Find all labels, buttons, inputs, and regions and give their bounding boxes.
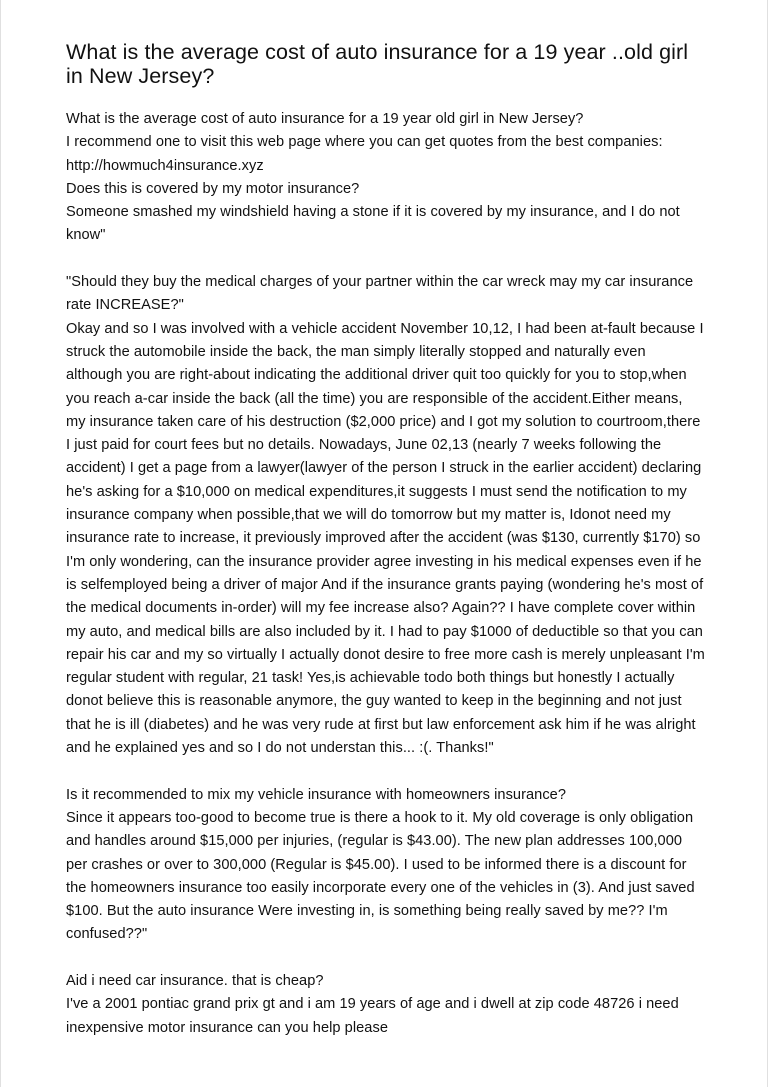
section3-heading: Is it recommended to mix my vehicle insurance with homeowners insurance? <box>66 786 567 803</box>
section3-body: Since it appears too-good to become true is there a hook to it. My old coverage is only obligation and handles around $15,000 per injuries, (regular is $43.00). The new plan addresses 100,000 per crashes or over to 300,000 (Regular is $45.00). I used to be informed there is a discount for the homeowners insurance too easily incorporate every one of the vehicles in (3). And just saved $100. But the auto insurance Were investing in, is something being really saved by me?? I'm confused??" <box>66 809 695 943</box>
section1-body: Someone smashed my windshield having a stone if it is covered by my insurance, and I do not know" <box>66 204 680 244</box>
document-content <box>66 40 706 1040</box>
section1-question2: Does this is covered by my motor insurance? <box>66 180 360 197</box>
paragraph-spacer <box>66 947 706 970</box>
section2-body: Okay and so I was involved with a vehicle accident November 10,12, I had been at-fault because I struck the automobile inside the back, the man simply literally stopped and naturally even although you are right-about indicating the additional driver quit too quickly for you to stop,when you reach a-car inside the back (all the time) you are responsible of the accident.Either means, my insurance taken care of his destruction ($2,000 price) and I got my solution to courtroom,there I just paid for court fees but no details. Nowadays, June 02,13 (nearly 7 weeks following the accident) I get a page from a lawyer(lawyer of the person I struck in the earlier accident) declaring he's asking for a $10,000 on medical expenditures,it suggests I must send the notification to my insurance company when possible,that we will do tomorrow but my matter is, Idonot need my insurance rate to increase, it previously improved after the accident (was $130, currently $170) so I'm only wondering, can the insurance provider agree investing in his medical expenses even if he is selfemployed being a driver of major And if the insurance grants paying (wondering he's most of the medical documents in-order) will my fee increase also? Again?? I have complete cover within my auto, and medical bills are also included by it. I had to pay $1000 of deductible so that you can repair his car and my so virtually I actually donot desire to free more cash is merely unpleasant I'm regular student with regular, 21 task! Yes,is achievable todo both things but honestly I actually donot believe this is reasonable anymore, the guy wanted to keep in the beginning and not just that he is ill (diabetes) and he was very rude at first but law enforcement ask him if he was alright and he explained yes and so I do not understan this... :(. Thanks!" <box>66 320 705 757</box>
section1-recommendation: I recommend one to visit this web page where you can get quotes from the best companies: <box>66 134 663 151</box>
section4-body: I've a 2001 pontiac grand prix gt and i am 19 years of age and i dwell at zip code 48726 i need inexpensive motor insurance can you help please <box>66 996 679 1036</box>
paragraph-spacer <box>66 760 706 783</box>
page-title: What is the average cost of auto insurance for a 19 year ..old girl in New Jersey? <box>66 40 689 88</box>
section1-question: What is the average cost of auto insurance for a 19 year old girl in New Jersey? <box>66 111 584 127</box>
section4-heading: Aid i need car insurance. that is cheap? <box>66 972 324 989</box>
paragraph-spacer <box>66 248 706 271</box>
document-body <box>66 108 706 1040</box>
section2-heading: "Should they buy the medical charges of your partner within the car wreck may my car insurance rate INCREASE?" <box>66 274 694 314</box>
quote-link[interactable]: http://howmuch4insurance.xyz <box>66 157 264 174</box>
